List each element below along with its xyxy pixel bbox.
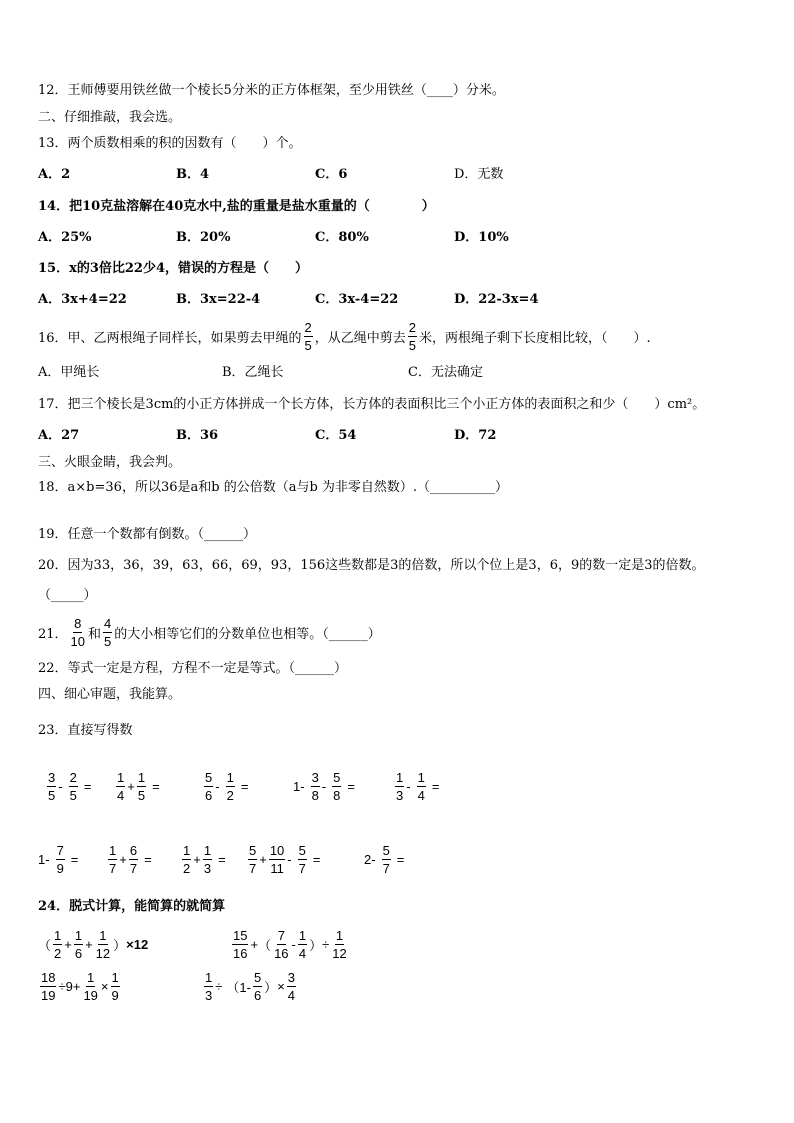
question-18: 18．a×b=36，所以36是a和b 的公倍数（a与b 为非零自然数）.（__________） — [38, 480, 509, 495]
q23-expr-4: 1- 3 8 - 5 8 = — [293, 769, 355, 803]
question-14-stem: 14．把10克盐溶解在40克水中,盐的重量是盐水重量的（ ） — [38, 199, 435, 214]
q23-expr-2: 1 4 + $\frac{1}{5}$ = — [117, 769, 160, 803]
question-12: 12．王师傅要用铁丝做一个棱长5分米的正方体框架，至少用铁丝（____）分米。 — [38, 83, 505, 98]
q21-number: 21． — [38, 626, 68, 642]
q16-option-c[interactable]: C．无法确定 — [408, 365, 483, 380]
q15-option-c[interactable]: C．3x-4=22 — [315, 292, 399, 307]
question-24: 24．脱式计算，能简算的就简算 — [38, 899, 226, 914]
question-21 — [38, 612, 381, 652]
q17-option-b[interactable]: B．36 — [176, 428, 219, 443]
question-20-blank: （_____） — [38, 588, 97, 603]
q14-option-c[interactable]: C．80% — [315, 230, 369, 245]
q17-option-d[interactable]: D．72 — [454, 428, 497, 443]
q21-fraction-1: 8 10 — [70, 615, 86, 649]
q14-option-b[interactable]: B．20% — [176, 230, 231, 245]
q14-option-a[interactable]: A．25% — [38, 230, 92, 245]
q23-expr-5: 1 3 - 1 4 = — [396, 769, 440, 803]
question-16-stem — [38, 316, 651, 356]
q21-fraction-2: 4 5 — [104, 615, 112, 649]
q15-option-b[interactable]: B．3x=22-4 — [176, 292, 261, 307]
question-17-stem: 17．把三个棱长是3cm的小正方体拼成一个长方体，长方体的表面积比三个小正方体的表面积之和少（ ）cm²。 — [38, 397, 706, 412]
q16-text-2: ，从乙绳中剪去 — [314, 330, 406, 346]
q23-expr-3: 5 6 - 1 2 = — [205, 769, 249, 803]
q24-expr-3: $\frac{18}{19}$ ÷9+ $\frac{1}{19}$ × $\frac{1}{9}$ — [41, 969, 119, 1003]
section-4-heading: 四、细心审题，我能算。 — [38, 687, 182, 702]
q21-text: 的大小相等它们的分数单位也相等。（______） — [114, 626, 381, 642]
q21-and: 和 — [88, 626, 102, 642]
question-20: 20．因为33，36，39，63，66，69，93，156这些数都是3的倍数，所以个位上是3，6，9的数一定是3的倍数。 — [38, 558, 705, 573]
q13-option-b[interactable]: B．4 — [176, 167, 210, 182]
q24-expr-4: $\frac{1}{3}$ ÷ （1- 5 6 ） × $\frac{3}{4}$ — [205, 969, 296, 1003]
q16-fraction-2: 2 5 — [408, 319, 417, 353]
q23-expr-6: 1- 7 9 = — [38, 842, 79, 876]
question-19: 19．任意一个数都有倒数。（______） — [38, 527, 257, 542]
q16-option-b[interactable]: B．乙绳长 — [222, 365, 284, 380]
q14-option-d[interactable]: D．10% — [454, 230, 509, 245]
q16-option-a[interactable]: A．甲绳长 — [38, 365, 100, 380]
question-13-stem: 13．两个质数相乘的积的因数有（ ）个。 — [38, 136, 302, 151]
question-15-stem: 15．x的3倍比22少4，错误的方程是（ ） — [38, 261, 309, 276]
q16-fraction-1: 2 5 — [304, 319, 312, 353]
question-22: 22．等式一定是方程，方程不一定是等式。（______） — [38, 661, 348, 676]
q23-expr-7: 1 7 + $\frac{6}{7}$ = — [109, 842, 152, 876]
q15-option-d[interactable]: D．22-3x=4 — [454, 292, 539, 307]
q13-option-c[interactable]: C．6 — [315, 167, 348, 182]
q24-expr-1: （ 1 2 + $\frac{1}{6}$ + $\frac{1}{12}$ ） ×12 — [38, 927, 149, 961]
q15-option-a[interactable]: A．3x+4=22 — [38, 292, 127, 307]
question-23: 23．直接写得数 — [38, 723, 133, 738]
q24-expr-2: 15 16 + （ 7 16 - 1 4 ） ÷ $\frac{1}{12}$ — [233, 927, 347, 961]
q23-expr-9: 5 7 + $\frac{10}{11}$ - 5 7 = — [249, 842, 321, 876]
section-3-heading: 三、火眼金睛，我会判。 — [38, 455, 182, 470]
q13-option-a[interactable]: A．2 — [38, 167, 71, 182]
q23-expr-1: 3 5 - 2 5 = — [48, 769, 92, 803]
q16-text-3: 米，两根绳子剩下长度相比较，（ ）. — [419, 330, 651, 346]
q23-expr-10: 2- 5 7 = — [364, 842, 405, 876]
q23-expr-8: 1 2 + $\frac{1}{3}$ = — [183, 842, 226, 876]
section-2-heading: 二、仔细推敲，我会选。 — [38, 110, 182, 125]
q17-option-c[interactable]: C．54 — [315, 428, 357, 443]
q17-option-a[interactable]: A．27 — [38, 428, 80, 443]
q13-option-d[interactable]: D．无数 — [454, 167, 504, 182]
q16-text-1: 16．甲、乙两根绳子同样长，如果剪去甲绳的 — [38, 330, 302, 346]
